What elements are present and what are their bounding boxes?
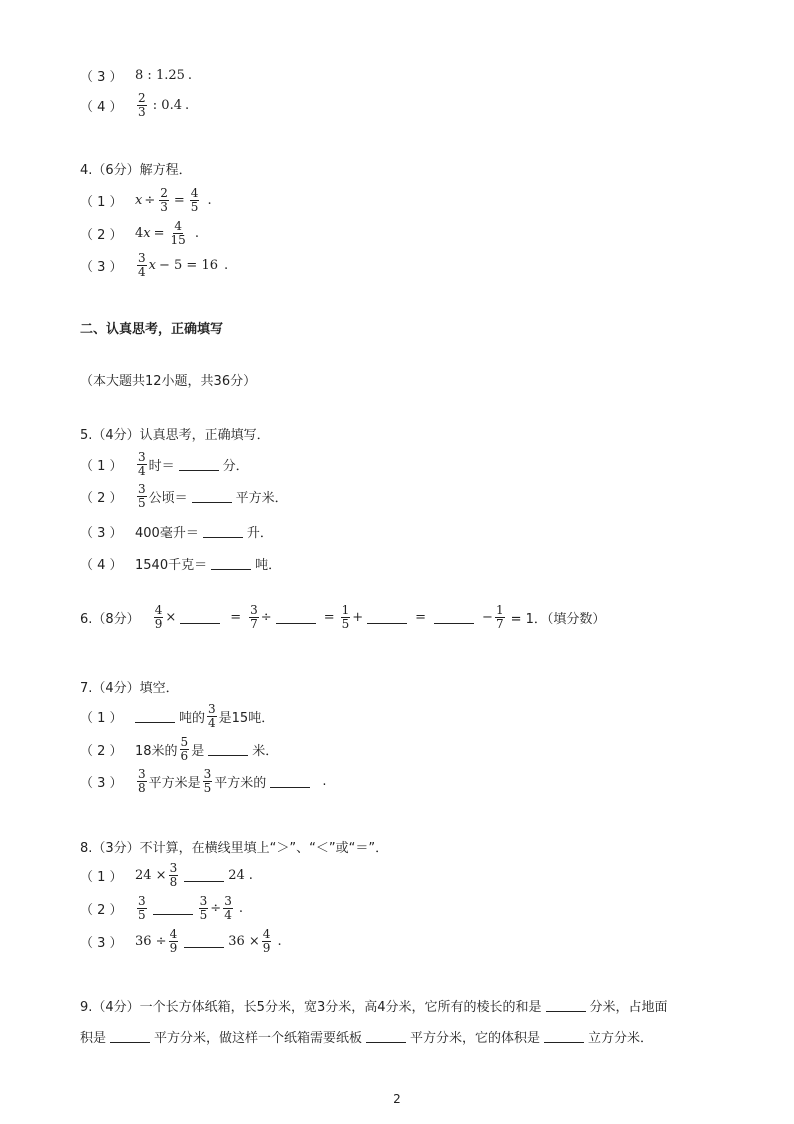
fraction: $\frac{3}{5}$	[199, 894, 208, 922]
question-text: 平方分米，做这样一个纸箱需要纸板	[154, 1031, 363, 1046]
answer-blank[interactable]	[153, 902, 193, 915]
item-number: （ 3 ）	[80, 70, 123, 85]
answer-blank[interactable]	[367, 611, 407, 624]
item-text: 平方米是	[148, 776, 201, 791]
question-text: 分米，占地面	[589, 1000, 668, 1015]
operator: ÷	[144, 193, 156, 208]
item-number: （ 3 ）	[80, 936, 123, 951]
expression-left: 24 ×	[135, 868, 167, 883]
question-5-heading: 5.（4分）认真思考，正确填写．	[80, 428, 270, 443]
variable: x	[148, 258, 156, 273]
fraction: $\frac{3}{8}$	[169, 861, 178, 889]
fraction: $\frac{3}{4}$	[224, 894, 232, 922]
item-text: 公顷＝	[148, 491, 188, 506]
answer-blank[interactable]	[179, 458, 219, 471]
fraction: $\frac{4}{9}$	[154, 603, 163, 631]
answer-blank[interactable]	[184, 935, 224, 948]
ratio-left: 8	[135, 68, 144, 83]
item-number: （ 4 ）	[80, 558, 123, 573]
item-text: 是15吨．	[218, 711, 275, 726]
item-text: 平方米的	[214, 776, 267, 791]
question-text: 9.（4分）一个长方体纸箱，长5分米，宽3分米，高4分米，它所有的棱长的和是	[80, 1000, 542, 1015]
fraction: $\frac{2}{3}$	[160, 186, 168, 214]
q8-item-1: （ 1 ） 24 × $\frac{3}{8}$ 24 .	[80, 861, 253, 889]
variable: x	[143, 226, 151, 241]
question-6	[80, 604, 605, 631]
answer-blank[interactable]	[135, 710, 175, 723]
item-text: 时＝	[148, 459, 175, 474]
variable: x	[135, 193, 143, 208]
answer-blank[interactable]	[276, 611, 316, 624]
q8-item-2: （ 2 ） $\frac{3}{5}$ $\frac{3}{5}$ ÷ $\frac{3}{4}$ .	[80, 894, 243, 922]
question-9-line-2	[80, 1027, 653, 1046]
answer-blank[interactable]	[270, 775, 310, 788]
q7-item-2	[80, 736, 278, 763]
answer-blank[interactable]	[203, 525, 243, 538]
operator: +	[352, 610, 364, 625]
ratio-right: 1.25	[155, 68, 185, 83]
question-9-line-1	[80, 996, 668, 1015]
q5-item-2	[80, 483, 288, 510]
item-text: 1540千克＝	[135, 558, 208, 573]
fraction: $\frac{4}{9}$	[169, 927, 178, 955]
q5-item-1	[80, 451, 249, 478]
question-label: 6.（8分）	[80, 612, 140, 627]
q5-item-4	[80, 554, 281, 573]
page-number: 2	[393, 1092, 401, 1106]
item-number: （ 3 ）	[80, 526, 123, 541]
question-end: = 1．（填分数）	[510, 612, 606, 627]
q7-item-3: （ 3 ） $\frac{3}{8}$ 平方米是 $\frac{3}{5}$ 平方米的 .	[80, 767, 327, 795]
item-number: （ 3 ）	[80, 260, 123, 275]
fraction: $\frac{3}{4}$	[138, 450, 146, 478]
q4-item-1: （ 1 ） x ÷ $\frac{2}{3}$ = $\frac{4}{5}$ .	[80, 186, 212, 214]
question-7-heading: 7.（4分）填空．	[80, 681, 179, 696]
fraction: $\frac{3}{5}$	[138, 894, 146, 922]
fraction: $\frac{3}{5}$	[138, 482, 146, 510]
answer-blank[interactable]	[546, 999, 586, 1012]
unit: 吨．	[255, 558, 282, 573]
answer-blank[interactable]	[434, 611, 474, 624]
item-number: （ 3 ）	[80, 776, 123, 791]
unit: 米．	[252, 744, 279, 759]
answer-blank[interactable]	[544, 1030, 584, 1043]
answer-blank[interactable]	[211, 557, 251, 570]
item-number: （ 2 ）	[80, 744, 123, 759]
operator: −	[482, 610, 493, 625]
equals-sign: =	[230, 610, 242, 625]
q8-item-3: （ 3 ） 36 ÷ $\frac{4}{9}$ 36 × $\frac{4}{9}$ .	[80, 927, 282, 955]
q3-item-4: （ 4 ） $\frac{2}{3}$ : 0.4 .	[80, 91, 190, 119]
expression-right: 24	[228, 868, 245, 883]
fraction: $\frac{3}{5}$	[203, 767, 212, 795]
fraction: $\frac{5}{6}$	[180, 735, 189, 763]
unit: 分．	[222, 459, 249, 474]
q5-item-3	[80, 522, 273, 541]
answer-blank[interactable]	[110, 1030, 150, 1043]
item-number: （ 1 ）	[80, 459, 123, 474]
fraction: $\frac{1}{7}$	[495, 603, 504, 631]
expression-left: 36 ÷	[135, 934, 167, 949]
fraction: $\frac{4}{15}$	[170, 219, 186, 247]
fraction: $\frac{4}{5}$	[190, 186, 199, 214]
section-note: （本大题共12小题，共36分）	[80, 374, 257, 389]
item-number: （ 1 ）	[80, 870, 123, 885]
operator: ÷	[210, 901, 222, 916]
fraction: $\frac{1}{5}$	[341, 603, 350, 631]
fraction: $\frac{2}{3}$	[138, 91, 146, 119]
question-4-heading: 4.（6分）解方程．	[80, 163, 192, 178]
fraction: $\frac{3}{7}$	[250, 603, 258, 631]
answer-blank[interactable]	[180, 611, 220, 624]
answer-blank[interactable]	[184, 869, 224, 882]
item-number: （ 2 ）	[80, 228, 123, 243]
question-text: 平方分米，它的体积是	[410, 1031, 541, 1046]
fraction: $\frac{3}{8}$	[138, 767, 146, 795]
equals-sign: =	[173, 193, 185, 208]
operator: ÷	[260, 610, 272, 625]
question-text: 立方分米．	[588, 1031, 654, 1046]
item-number: （ 2 ）	[80, 491, 123, 506]
question-8-heading: 8.（3分）不计算，在横线里填上“＞”、“＜”或“＝”．	[80, 841, 389, 856]
ratio-right: 0.4	[161, 98, 182, 113]
question-text: 积是	[80, 1031, 107, 1046]
q3-item-3: （ 3 ） 8 : 1.25 .	[80, 68, 193, 85]
q4-item-3: （ 3 ） $\frac{3}{4}$ x − 5 = 16 .	[80, 251, 229, 279]
item-number: （ 4 ）	[80, 100, 123, 115]
operator: ×	[165, 610, 177, 625]
q4-item-2: （ 2 ） 4 x = $\frac{4}{15}$ .	[80, 219, 199, 247]
answer-blank[interactable]	[208, 743, 248, 756]
expression-right: 36 ×	[228, 934, 260, 949]
fraction: $\frac{3}{4}$	[138, 251, 146, 279]
answer-blank[interactable]	[192, 490, 232, 503]
item-number: （ 1 ）	[80, 711, 123, 726]
equals-sign: =	[323, 610, 335, 625]
q7-item-1	[80, 703, 274, 730]
equation-rest: − 5 = 16	[158, 258, 218, 273]
unit: 平方米．	[235, 491, 288, 506]
unit: 升．	[246, 526, 273, 541]
equals-sign: =	[153, 226, 165, 241]
item-number: （ 1 ）	[80, 195, 123, 210]
item-text: 是	[191, 744, 205, 759]
fraction: $\frac{4}{9}$	[262, 927, 271, 955]
section-title: 二、认真思考，正确填写	[80, 322, 224, 337]
item-text: 吨的	[179, 711, 206, 726]
coefficient: 4	[135, 226, 144, 241]
item-text: 400毫升＝	[135, 526, 199, 541]
equals-sign: =	[415, 610, 427, 625]
item-number: （ 2 ）	[80, 903, 123, 918]
answer-blank[interactable]	[366, 1030, 406, 1043]
fraction: $\frac{3}{4}$	[208, 702, 216, 730]
item-text: 18米的	[135, 744, 178, 759]
